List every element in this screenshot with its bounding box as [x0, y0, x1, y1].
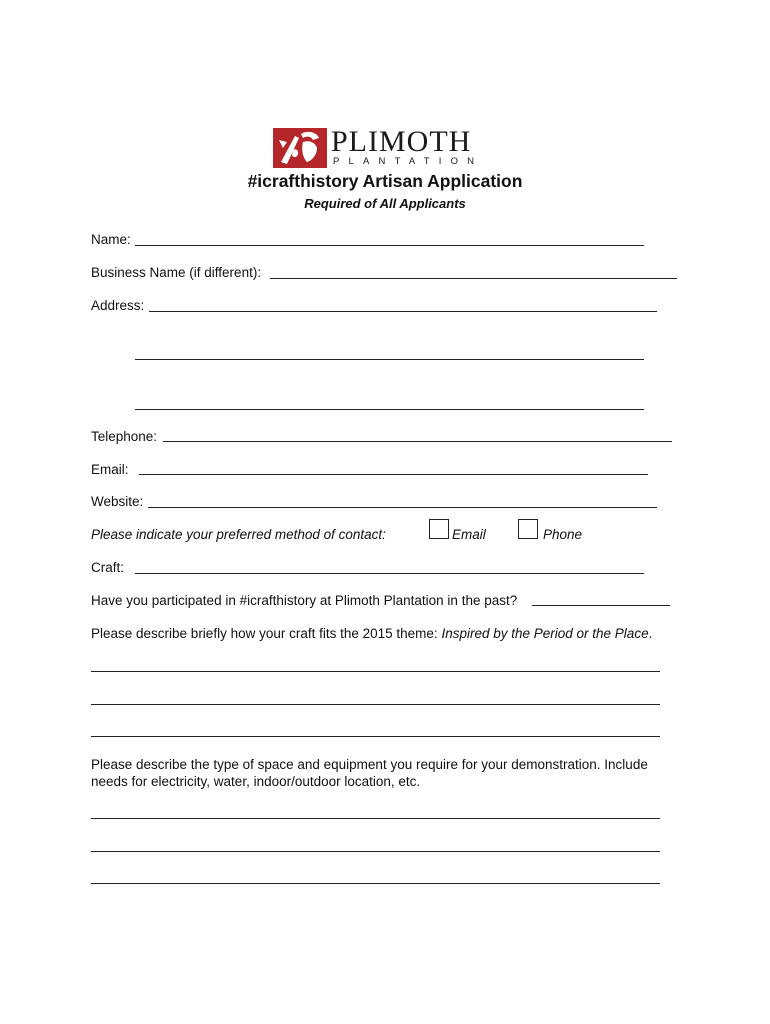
address-field-line-2[interactable]: [135, 359, 644, 360]
space-answer-line-3[interactable]: [91, 883, 660, 884]
plimoth-plantation-logo: [273, 126, 493, 170]
theme-question-text: Please describe briefly how your craft fits the 2015 theme:: [91, 626, 438, 641]
business-name-field[interactable]: [270, 278, 677, 279]
email-label: Email:: [91, 462, 129, 477]
phone-checkbox[interactable]: [518, 519, 538, 539]
theme-name: Inspired by the Period or the Place: [441, 626, 649, 641]
space-answer-line-2[interactable]: [91, 851, 660, 852]
theme-answer-line-2[interactable]: [91, 704, 660, 705]
page-title: #icrafthistory Artisan Application: [247, 171, 523, 191]
logo-mark-icon: [273, 128, 327, 168]
theme-answer-line-1[interactable]: [91, 671, 660, 672]
theme-question: [91, 626, 652, 642]
participated-question: Have you participated in #icrafthistory at Plimoth Plantation in the past?: [91, 593, 518, 608]
space-answer-line-1[interactable]: [91, 818, 660, 819]
phone-option-label: Phone: [543, 527, 583, 542]
address-field-line-3[interactable]: [135, 409, 644, 410]
craft-label: Craft:: [91, 560, 125, 575]
logo-subtitle: PLANTATION: [333, 156, 484, 167]
address-field-line-1[interactable]: [149, 311, 657, 312]
website-field[interactable]: [148, 507, 657, 508]
name-label: Name:: [91, 232, 131, 247]
space-equipment-question: Please describe the type of space and equipment you require for your demonstration. Include needs for electricity, water, indoor/outdoor location, etc.: [91, 757, 648, 789]
email-checkbox[interactable]: [429, 519, 449, 539]
email-field[interactable]: [139, 474, 648, 475]
email-option-label: Email: [452, 527, 486, 542]
address-label: Address:: [91, 298, 145, 313]
theme-answer-line-3[interactable]: [91, 736, 660, 737]
logo-wordmark: PLIMOTH: [331, 125, 472, 158]
theme-question-end: .: [648, 626, 653, 641]
telephone-label: Telephone:: [91, 429, 158, 444]
page-subtitle: Required of All Applicants: [304, 196, 466, 211]
contact-method-prompt: Please indicate your preferred method of contact:: [91, 527, 386, 542]
participated-answer-field[interactable]: [532, 605, 670, 606]
craft-field[interactable]: [135, 573, 644, 574]
business-name-label: Business Name (if different):: [91, 265, 262, 280]
name-field[interactable]: [135, 245, 644, 246]
website-label: Website:: [91, 494, 144, 509]
telephone-field[interactable]: [163, 441, 672, 442]
